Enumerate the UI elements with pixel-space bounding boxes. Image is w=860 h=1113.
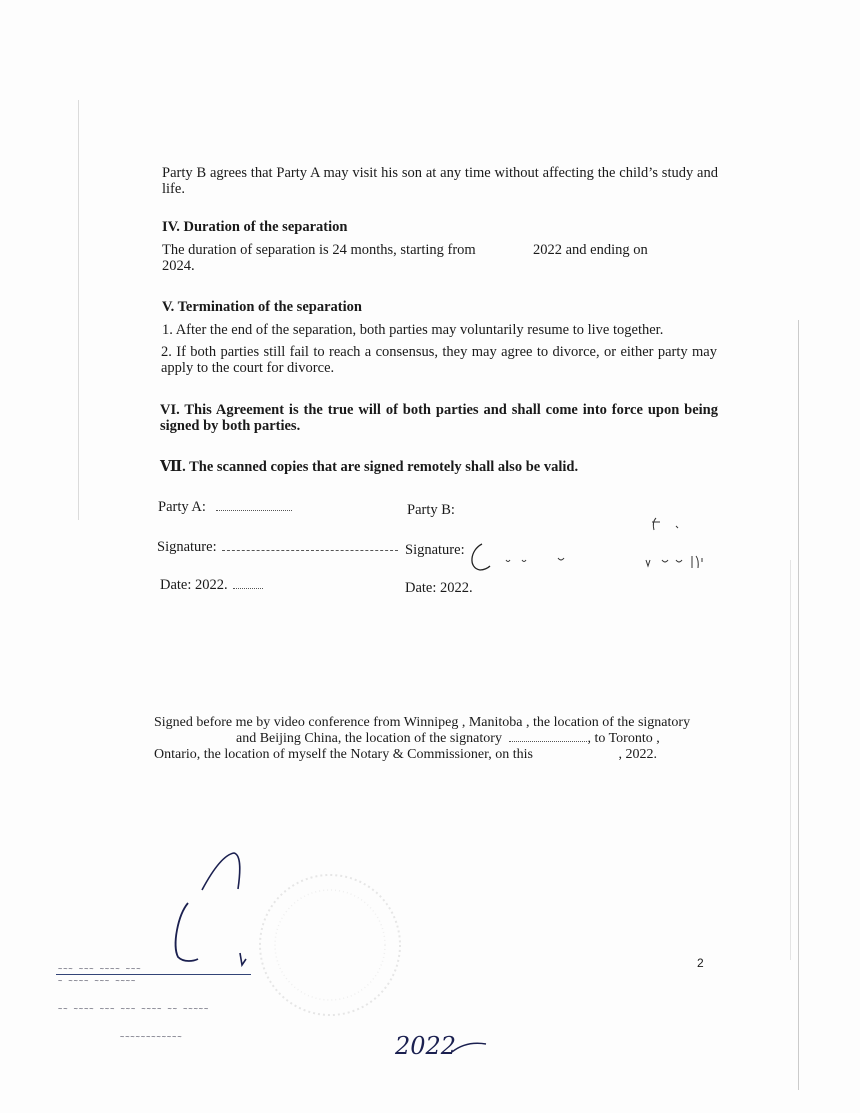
stamp-text-line-3: ~~ ~~~~ ~~~ ~~~ ~~~~ ~~ ~~~~~ bbox=[58, 1005, 210, 1013]
party-a-row bbox=[158, 499, 292, 516]
party-b-handwritten-signature bbox=[462, 510, 732, 580]
stamp-text-line-4: ~~~~~~~~~~~~ bbox=[120, 1033, 183, 1041]
scan-artifact-right-inner bbox=[790, 560, 791, 960]
notary-line-1: Signed before me by video conference from Winnipeg , Manitoba , the location of the signatory bbox=[154, 715, 691, 730]
section-iv-end-year: 2024. bbox=[162, 258, 195, 274]
section-v-item-1: 1. After the end of the separation, both parties may voluntarily resume to live together. bbox=[162, 322, 664, 338]
page-number: 2 bbox=[697, 956, 704, 970]
party-b-row bbox=[407, 502, 455, 519]
section-v-heading: V. Termination of the separation bbox=[162, 299, 362, 315]
party-a-line bbox=[216, 500, 292, 511]
notary-statement bbox=[154, 715, 714, 763]
date-a-row bbox=[160, 577, 263, 594]
notary-stamp bbox=[56, 965, 256, 1040]
signature-b-row bbox=[405, 542, 465, 559]
section-iv-start-text: The duration of separation is 24 months, starting from bbox=[162, 242, 476, 258]
scan-artifact-left bbox=[78, 100, 79, 520]
stamp-text-line-2: ~ ~~~~ ~~~ ~~~~ bbox=[58, 977, 137, 985]
signature-b-label: Signature: bbox=[405, 542, 465, 558]
signature-a-row bbox=[157, 539, 398, 556]
date-a-label: Date: 2022. bbox=[160, 577, 228, 593]
notary-seal bbox=[240, 870, 420, 1020]
stamp-rule bbox=[56, 974, 251, 975]
section-iv-body bbox=[162, 242, 718, 274]
date-b-row bbox=[405, 580, 473, 597]
party-b-label: Party B: bbox=[407, 502, 455, 518]
intro-paragraph: Party B agrees that Party A may visit his son at any time without affecting the child’s study and life. bbox=[162, 165, 718, 197]
section-v-item-2: 2. If both parties still fail to reach a consensus, they may agree to divorce, or either party may apply to the court for divorce. bbox=[161, 344, 717, 376]
signature-a-line bbox=[222, 540, 398, 551]
section-vi-paragraph: VI. This Agreement is the true will of both parties and shall come into force upon being signed by both parties. bbox=[160, 402, 718, 434]
scan-artifact-right bbox=[798, 320, 799, 1090]
section-vii-paragraph: Ⅶ. The scanned copies that are signed remotely shall also be valid. bbox=[160, 459, 579, 475]
date-a-line bbox=[233, 578, 263, 589]
date-b-label: Date: 2022. bbox=[405, 580, 473, 596]
notary-signatory-blank bbox=[509, 731, 587, 742]
party-a-label: Party A: bbox=[158, 499, 206, 515]
notary-line-2: and Beijing China, the location of the signatory , to Toronto , bbox=[236, 731, 660, 746]
handwritten-year: 2022 bbox=[395, 1032, 457, 1060]
handwritten-year-flourish bbox=[450, 1038, 490, 1058]
section-iv-heading: IV. Duration of the separation bbox=[162, 219, 348, 235]
section-iv-mid-text: 2022 and ending on bbox=[532, 242, 648, 258]
signature-a-label: Signature: bbox=[157, 539, 217, 555]
stamp-text-line-1: ~~~ ~~~ ~~~~ ~~~ bbox=[58, 965, 142, 973]
notary-line-3: Ontario, the location of myself the Notary & Commissioner, on this , 2022. bbox=[154, 747, 657, 762]
